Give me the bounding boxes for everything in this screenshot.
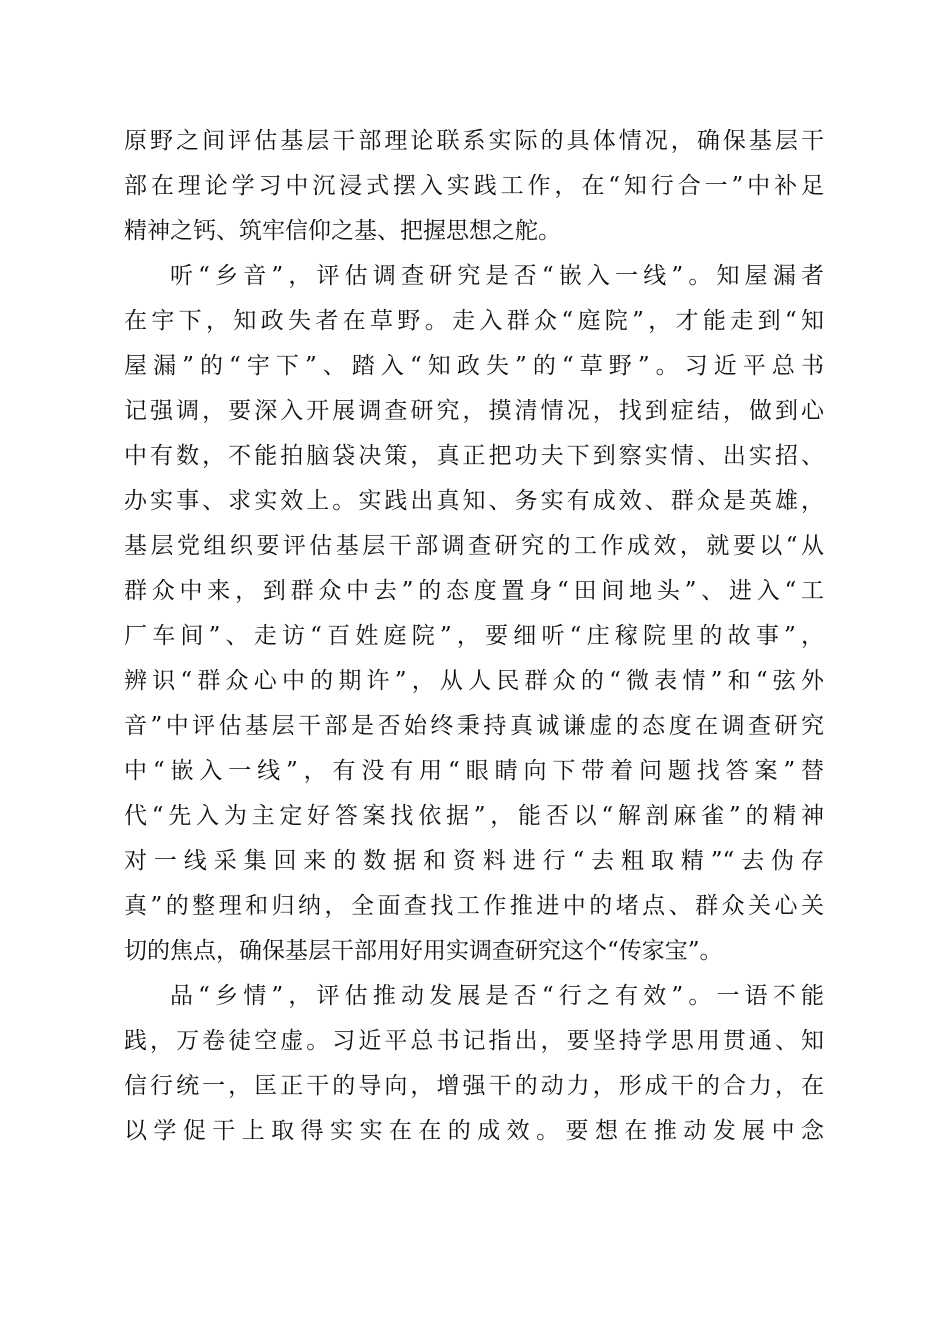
text-line: 在宇下，知政失者在草野。走入群众“庭院”，才能走到“知 (124, 308, 824, 334)
body-text (124, 119, 824, 1154)
text-line: 信行统一，匡正干的导向，增强干的动力，形成干的合力，在 (124, 1073, 824, 1099)
text-line: 代“先入为主定好答案找依据”，能否以“解剖麻雀”的精神 (124, 803, 824, 829)
text-line: 厂车间”、走访“百姓庭院”，要细听“庄稼院里的故事”， (124, 623, 824, 649)
text-line: 记强调，要深入开展调查研究，摸清情况，找到症结，做到心 (124, 398, 824, 424)
text-line: 辨识“群众心中的期许”，从人民群众的“微表情”和“弦外 (124, 668, 824, 694)
paragraph-start-line: 品“乡情”，评估推动发展是否“行之有效”。一语不能 (170, 983, 824, 1009)
text-line: 音”中评估基层干部是否始终秉持真诚谦虚的态度在调查研究 (124, 713, 824, 739)
text-line: 基层党组织要评估基层干部调查研究的工作成效，就要以“从 (124, 533, 824, 559)
text-line: 办实事、求实效上。实践出真知、务实有成效、群众是英雄， (124, 488, 824, 514)
text-line: 精神之钙、筑牢信仰之基、把握思想之舵。 (124, 218, 561, 244)
text-line: 原野之间评估基层干部理论联系实际的具体情况，确保基层干 (124, 128, 824, 154)
paragraph-start-line: 听“乡音”，评估调查研究是否“嵌入一线”。知屋漏者 (170, 263, 824, 289)
text-line: 群众中来，到群众中去”的态度置身“田间地头”、进入“工 (124, 578, 824, 604)
text-line: 对一线采集回来的数据和资料进行“去粗取精”“去伪存 (124, 848, 824, 874)
text-line: 部在理论学习中沉浸式摆入实践工作，在“知行合一”中补足 (124, 173, 824, 199)
text-line: 屋漏”的“宇下”、踏入“知政失”的“草野”。习近平总书 (124, 353, 824, 379)
text-line: 践，万卷徒空虚。习近平总书记指出，要坚持学思用贯通、知 (124, 1028, 824, 1054)
text-line: 真”的整理和归纳，全面查找工作推进中的堵点、群众关心关 (124, 893, 824, 919)
text-line: 切的焦点，确保基层干部用好用实调查研究这个“传家宝”。 (124, 938, 723, 964)
text-line: 以学促干上取得实实在在的成效。要想在推动发展中念 (124, 1118, 824, 1144)
text-line: 中“嵌入一线”，有没有用“眼睛向下带着问题找答案”替 (124, 758, 824, 784)
text-line: 中有数，不能拍脑袋决策，真正把功夫下到察实情、出实招、 (124, 443, 824, 469)
